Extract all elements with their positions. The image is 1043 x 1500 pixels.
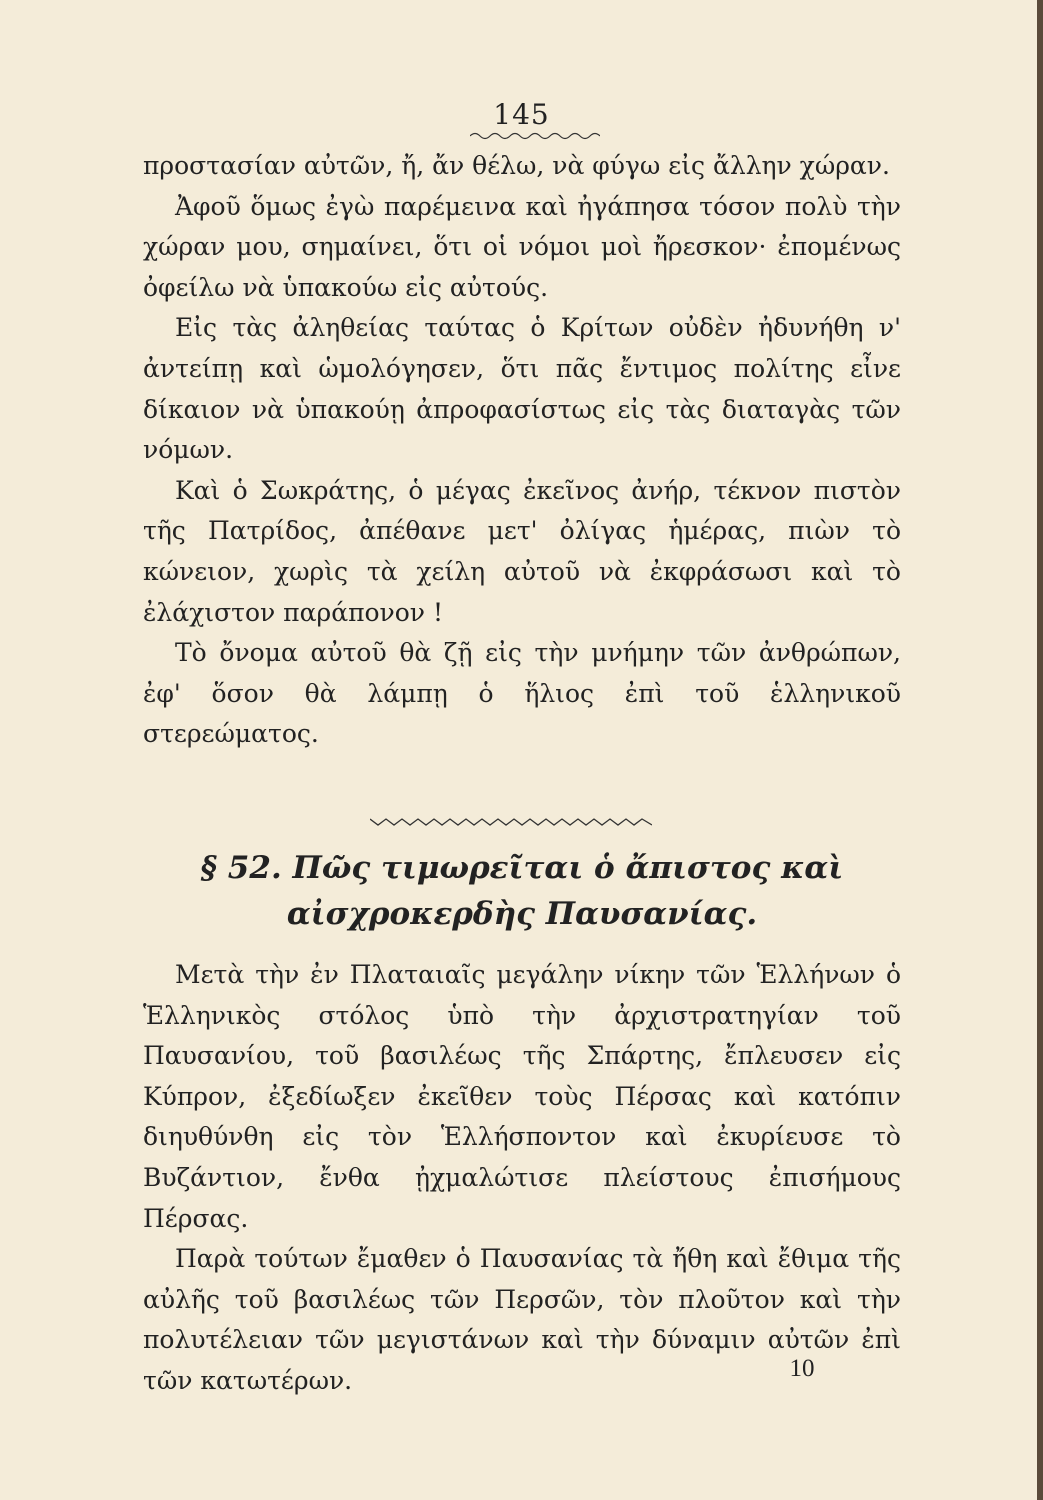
body-text-top	[143, 146, 901, 755]
paragraph: Καὶ ὁ Σωκράτης, ὁ μέγας ἐκεῖνος ἀνήρ, τέκνον πιστὸν τῆς Πατρίδος, ἀπέθανε μετ' ὀλίγας ἡμέρας, πιὼν τὸ κώνειον, χωρὶς τὰ χείλη αὐτοῦ νὰ ἐκφράσωσι καὶ τὸ ἐλάχιστον παράπονον !	[143, 475, 901, 627]
section-divider	[370, 815, 652, 829]
body-text-bottom	[143, 955, 901, 1402]
paragraph: προστασίαν αὐτῶν, ἤ, ἄν θέλω, νὰ φύγω εἰς ἄλλην χώραν.	[143, 151, 890, 180]
paragraph: Τὸ ὄνομα αὐτοῦ θὰ ζῇ εἰς τὴν μνήμην τῶν ἀνθρώπων, ἐφ' ὅσον θὰ λάμπῃ ὁ ἥλιος ἐπὶ τοῦ ἑλληνικοῦ στερεώματος.	[143, 638, 901, 749]
signature-mark: 10	[789, 1355, 815, 1382]
section-heading-line-1: § 52. Πῶς τιμωρεῖται ὁ ἄπιστος καὶ	[200, 850, 844, 886]
paragraph: Παρὰ τούτων ἔμαθεν ὁ Παυσανίας τὰ ἤθη καὶ ἔθιμα τῆς αὐλῆς τοῦ βασιλέως τῶν Περσῶν, τὸν πλοῦτον καὶ τὴν πολυτέλειαν τῶν μεγιστάνων καὶ τὴν δύναμιν αὐτῶν ἐπὶ τῶν κατωτέρων.	[143, 1244, 901, 1395]
page-number: 145	[493, 98, 550, 131]
page-edge-shadow	[1037, 0, 1043, 1500]
section-heading-line-2: αἰσχροκερδὴς Παυσανίας.	[286, 896, 758, 932]
paragraph: Μετὰ τὴν ἐν Πλαταιαῖς μεγάλην νίκην τῶν Ἑλλήνων ὁ Ἑλληνικὸς στόλος ὑπὸ τὴν ἀρχιστρατηγίαν τοῦ Παυσανίου, τοῦ βασιλέως τῆς Σπάρτης, ἔπλευσεν εἰς Κύπρον, ἐξεδίωξεν ἐκεῖθεν τοὺς Πέρσας καὶ κατόπιν διηυθύνθη εἰς τὸν Ἑλλήσποντον καὶ ἐκυρίευσε τὸ Βυζάντιον, ἔνθα ᾐχμαλώτισε πλείστους ἐπισήμους Πέρσας.	[143, 960, 901, 1233]
paragraph: Εἰς τὰς ἀληθείας ταύτας ὁ Κρίτων οὐδὲν ἠδυνήθη ν' ἀντείπῃ καὶ ὡμολόγησεν, ὅτι πᾶς ἔντιμος πολίτης εἶνε δίκαιον νὰ ὑπακούῃ ἀπροφασίστως εἰς τὰς διαταγὰς τῶν νόμων.	[143, 313, 901, 465]
paragraph: Ἀφοῦ ὅμως ἐγὼ παρέμεινα καὶ ἠγάπησα τόσον πολὺ τὴν χώραν μου, σημαίνει, ὅτι οἱ νόμοι μοὶ ἤρεσκον· ἐπομένως ὀφείλω νὰ ὑπακούω εἰς αὐτούς.	[143, 191, 901, 302]
page-number-ornament	[470, 130, 600, 140]
section-heading	[143, 845, 901, 937]
